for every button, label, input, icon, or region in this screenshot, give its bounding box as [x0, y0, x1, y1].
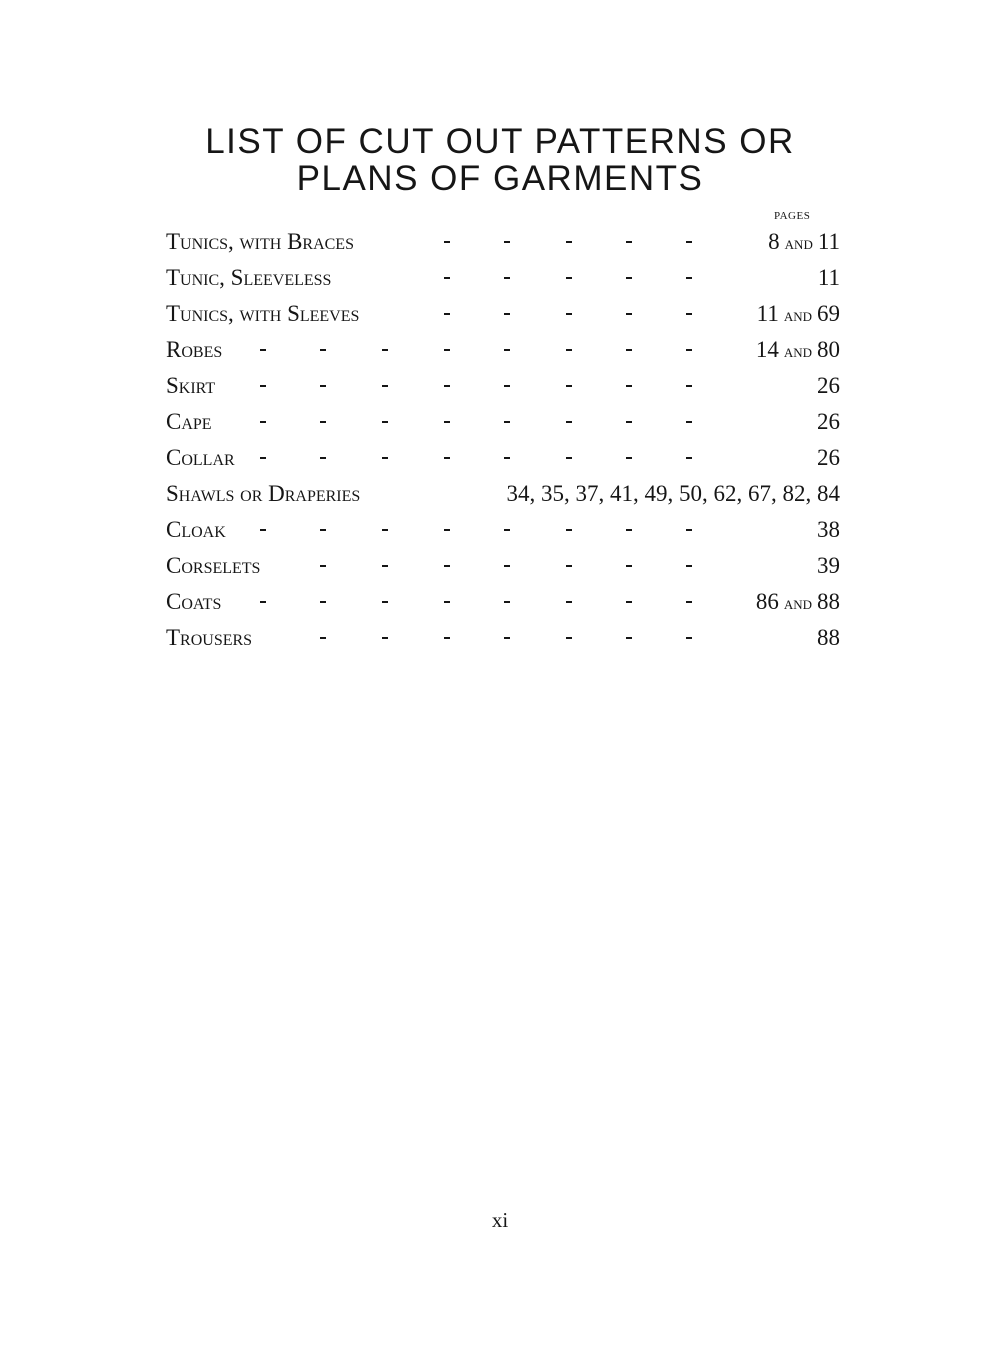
page-title-line-2: PLANS OF GARMENTS [296, 159, 704, 198]
leader-dash [444, 313, 450, 315]
leader-dash [382, 421, 388, 423]
leader-dash [566, 313, 572, 315]
page-ref: 26 [817, 409, 840, 434]
leader-dash [504, 457, 510, 459]
pages-column-header: PAGES [774, 210, 811, 222]
leader-dash [320, 529, 326, 531]
page-ref: 39 [817, 553, 840, 578]
leader-dash [686, 277, 692, 279]
leader-dash [320, 457, 326, 459]
leader-dash [382, 529, 388, 531]
leader-dash [260, 601, 266, 603]
leader-dash [626, 565, 632, 567]
entry-pages [817, 620, 840, 656]
leader-dash [566, 457, 572, 459]
page-ref: 38 [817, 517, 840, 542]
leader-dash [626, 385, 632, 387]
entry-name: Shawls or Draperies [166, 481, 361, 506]
entry-pages [768, 224, 840, 262]
leader-dash [566, 601, 572, 603]
leader-dash [566, 385, 572, 387]
entry-name: Collar [166, 445, 235, 470]
page-ref: 14 [755, 337, 779, 362]
leader-dash [444, 277, 450, 279]
leader-dash [444, 637, 450, 639]
leader-dash [504, 637, 510, 639]
entry-name: Tunics, with Sleeves [166, 301, 360, 326]
leader-dash [260, 385, 266, 387]
leader-dash [504, 277, 510, 279]
leader-dash [686, 457, 692, 459]
leader-dash [686, 601, 692, 603]
entry-name: Tunics, with Braces [166, 229, 354, 254]
list-item [166, 224, 840, 260]
entry-name: Corselets [166, 553, 261, 578]
leader-dash [260, 349, 266, 351]
leader-dash [626, 277, 632, 279]
entry-pages [818, 260, 840, 296]
entry-name: Tunic, Sleeveless [166, 265, 332, 290]
leader-dash [444, 565, 450, 567]
page-joiner: and [783, 341, 812, 362]
leader-dash [444, 601, 450, 603]
pattern-list [166, 224, 840, 656]
leader-dash [504, 313, 510, 315]
entry-pages [756, 332, 840, 370]
leader-dash [686, 421, 692, 423]
leader-dash [566, 241, 572, 243]
entry-pages [817, 368, 840, 404]
leader-dash [566, 565, 572, 567]
leader-dash [382, 385, 388, 387]
leader-dash [444, 529, 450, 531]
list-item [166, 296, 840, 332]
leader-dash [504, 601, 510, 603]
leader-dash [444, 457, 450, 459]
list-item [166, 260, 840, 296]
entry-pages [756, 584, 840, 622]
page-title-line-1: LIST OF CUT OUT PATTERNS OR [205, 122, 795, 161]
leader-dash [504, 241, 510, 243]
leader-dash [260, 457, 266, 459]
leader-dash [504, 349, 510, 351]
leader-dash [320, 349, 326, 351]
leader-dash [686, 313, 692, 315]
leader-dash [626, 637, 632, 639]
entry-pages [817, 548, 840, 584]
page-joiner: and [783, 593, 812, 614]
page-ref: 26 [817, 373, 840, 398]
leader-dash [444, 385, 450, 387]
page-number: xi [491, 1208, 509, 1232]
page-ref: 88 [817, 625, 840, 650]
leader-dash [382, 349, 388, 351]
entry-pages [817, 440, 840, 476]
page-ref: 26 [817, 445, 840, 470]
leader-dash [320, 637, 326, 639]
leader-dash [320, 421, 326, 423]
entry-name: Robes [166, 337, 223, 362]
leader-dash [626, 457, 632, 459]
list-item [166, 368, 840, 404]
page-ref: 34, 35, 37, 41, 49, 50, 62, 67, 82, 84 [506, 481, 840, 506]
leader-dash [320, 601, 326, 603]
leader-dash [320, 565, 326, 567]
leader-dash [260, 529, 266, 531]
list-item [166, 476, 840, 512]
leader-dash [382, 565, 388, 567]
list-item [166, 440, 840, 476]
leader-dash [566, 529, 572, 531]
leader-dash [444, 241, 450, 243]
leader-dash [626, 421, 632, 423]
leader-dash [686, 241, 692, 243]
page-ref: 69 [817, 301, 840, 326]
page-ref: 11 [817, 265, 840, 290]
page-ref: 80 [817, 337, 840, 362]
leader-dash [382, 457, 388, 459]
leader-dash [566, 349, 572, 351]
leader-dash [686, 529, 692, 531]
entry-pages [817, 512, 840, 548]
page-ref: 8 [768, 229, 780, 254]
leader-dash [504, 529, 510, 531]
list-item [166, 512, 840, 548]
entry-name: Trousers [166, 625, 253, 650]
leader-dash [566, 637, 572, 639]
leader-dash [626, 529, 632, 531]
page-ref: 86 [755, 589, 779, 614]
leader-dash [566, 277, 572, 279]
entry-name: Coats [166, 589, 222, 614]
page-ref: 11 [817, 229, 840, 254]
leader-dash [626, 601, 632, 603]
page-joiner: and [783, 305, 812, 326]
leader-dash [686, 637, 692, 639]
leader-dash [686, 349, 692, 351]
list-item [166, 404, 840, 440]
leader-dash [686, 385, 692, 387]
leader-dash [444, 349, 450, 351]
leader-dash [566, 421, 572, 423]
entry-pages [757, 296, 840, 334]
list-item [166, 620, 840, 656]
leader-dash [686, 565, 692, 567]
leader-dash [504, 385, 510, 387]
leader-dash [444, 421, 450, 423]
leader-dash [626, 313, 632, 315]
entry-pages [507, 476, 841, 512]
leader-dash [382, 601, 388, 603]
list-item [166, 548, 840, 584]
entry-name: Cape [166, 409, 212, 434]
leader-dash [260, 421, 266, 423]
entry-name: Cloak [166, 517, 226, 542]
page-ref: 11 [756, 301, 779, 326]
list-item [166, 332, 840, 368]
leader-dash [626, 241, 632, 243]
leader-dash [504, 421, 510, 423]
leader-dash [320, 385, 326, 387]
leader-dash [382, 637, 388, 639]
entry-name: Skirt [166, 373, 216, 398]
entry-pages [817, 404, 840, 440]
leader-dash [626, 349, 632, 351]
list-item [166, 584, 840, 620]
page-joiner: and [784, 233, 813, 254]
leader-dash [504, 565, 510, 567]
page-ref: 88 [817, 589, 840, 614]
